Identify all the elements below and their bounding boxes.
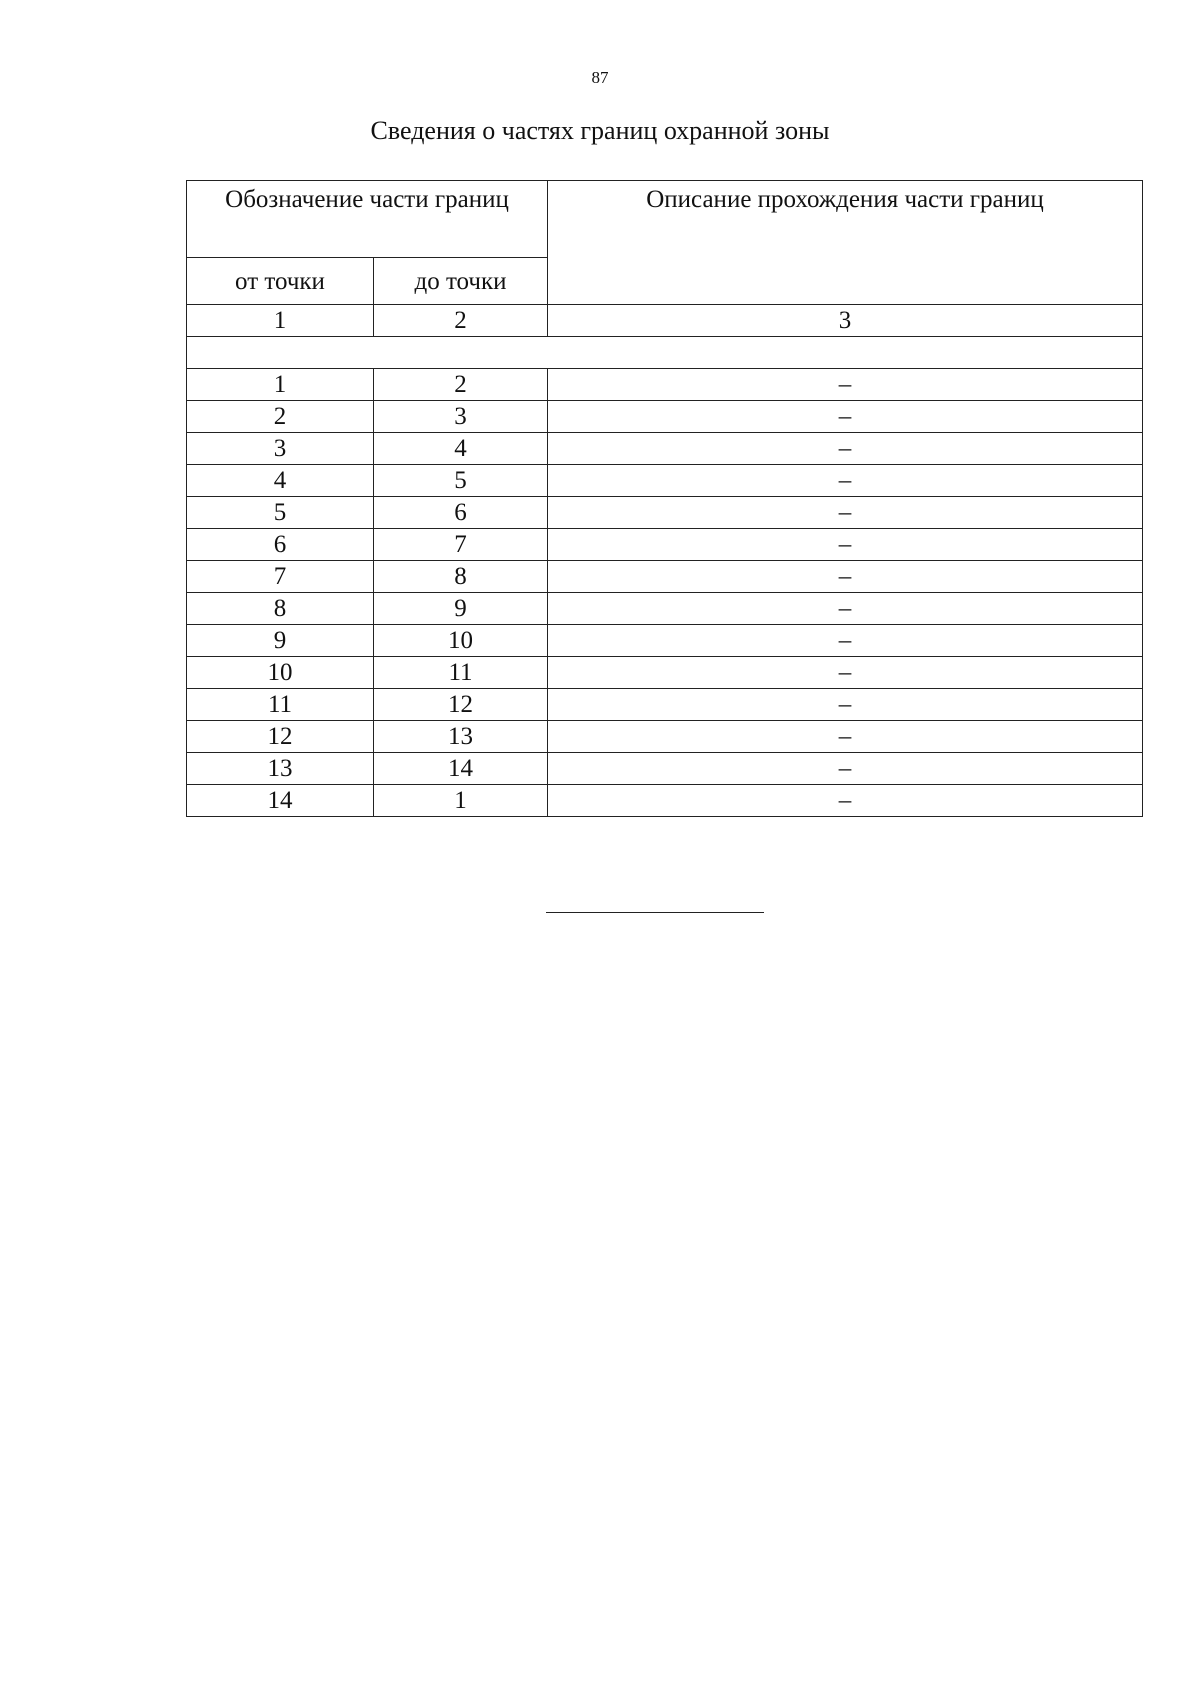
from-point-cell: 6 bbox=[187, 529, 374, 561]
to-point-cell: 4 bbox=[374, 433, 548, 465]
column-number: 3 bbox=[548, 305, 1143, 337]
from-point-cell: 1 bbox=[187, 369, 374, 401]
from-point-cell: 9 bbox=[187, 625, 374, 657]
column-number-row bbox=[187, 305, 1143, 337]
table-row bbox=[187, 753, 1143, 785]
page-title: Сведения о частях границ охранной зоны bbox=[370, 116, 830, 145]
header-to-point: до точки bbox=[374, 258, 548, 305]
table-row bbox=[187, 465, 1143, 497]
to-point-cell: 12 bbox=[374, 689, 548, 721]
table-row bbox=[187, 593, 1143, 625]
to-point-cell: 6 bbox=[374, 497, 548, 529]
to-point-cell: 5 bbox=[374, 465, 548, 497]
table-row bbox=[187, 721, 1143, 753]
table-row bbox=[187, 433, 1143, 465]
description-cell: – bbox=[548, 401, 1143, 433]
description-cell: – bbox=[548, 625, 1143, 657]
to-point-cell: 14 bbox=[374, 753, 548, 785]
from-point-cell: 7 bbox=[187, 561, 374, 593]
description-cell: – bbox=[548, 433, 1143, 465]
description-cell: – bbox=[548, 753, 1143, 785]
table-row bbox=[187, 401, 1143, 433]
column-number: 1 bbox=[187, 305, 374, 337]
from-point-cell: 13 bbox=[187, 753, 374, 785]
boundary-parts-table bbox=[186, 180, 1143, 817]
description-cell: – bbox=[548, 369, 1143, 401]
to-point-cell: 11 bbox=[374, 657, 548, 689]
to-point-cell: 1 bbox=[374, 785, 548, 817]
header-from-point: от точки bbox=[187, 258, 374, 305]
table-row bbox=[187, 529, 1143, 561]
to-point-cell: 10 bbox=[374, 625, 548, 657]
header-description: Описание прохождения части границ bbox=[548, 181, 1143, 305]
to-point-cell: 8 bbox=[374, 561, 548, 593]
description-cell: – bbox=[548, 721, 1143, 753]
table-row bbox=[187, 369, 1143, 401]
table-row bbox=[187, 625, 1143, 657]
description-cell: – bbox=[548, 593, 1143, 625]
end-separator-line bbox=[546, 912, 764, 913]
table-row bbox=[187, 689, 1143, 721]
description-cell: – bbox=[548, 785, 1143, 817]
from-point-cell: 10 bbox=[187, 657, 374, 689]
to-point-cell: 2 bbox=[374, 369, 548, 401]
empty-section-cell bbox=[187, 337, 1143, 369]
column-number: 2 bbox=[374, 305, 548, 337]
from-point-cell: 11 bbox=[187, 689, 374, 721]
to-point-cell: 9 bbox=[374, 593, 548, 625]
from-point-cell: 8 bbox=[187, 593, 374, 625]
to-point-cell: 3 bbox=[374, 401, 548, 433]
to-point-cell: 7 bbox=[374, 529, 548, 561]
from-point-cell: 4 bbox=[187, 465, 374, 497]
table-header-row bbox=[187, 181, 1143, 258]
from-point-cell: 14 bbox=[187, 785, 374, 817]
to-point-cell: 13 bbox=[374, 721, 548, 753]
from-point-cell: 3 bbox=[187, 433, 374, 465]
table-row bbox=[187, 497, 1143, 529]
header-designation: Обозначение части границ bbox=[187, 181, 548, 258]
table-row bbox=[187, 657, 1143, 689]
description-cell: – bbox=[548, 657, 1143, 689]
empty-section-row bbox=[187, 337, 1143, 369]
description-cell: – bbox=[548, 689, 1143, 721]
description-cell: – bbox=[548, 465, 1143, 497]
from-point-cell: 12 bbox=[187, 721, 374, 753]
description-cell: – bbox=[548, 529, 1143, 561]
page-number: 87 bbox=[591, 68, 609, 87]
table-row bbox=[187, 561, 1143, 593]
from-point-cell: 2 bbox=[187, 401, 374, 433]
description-cell: – bbox=[548, 497, 1143, 529]
description-cell: – bbox=[548, 561, 1143, 593]
table-row bbox=[187, 785, 1143, 817]
from-point-cell: 5 bbox=[187, 497, 374, 529]
